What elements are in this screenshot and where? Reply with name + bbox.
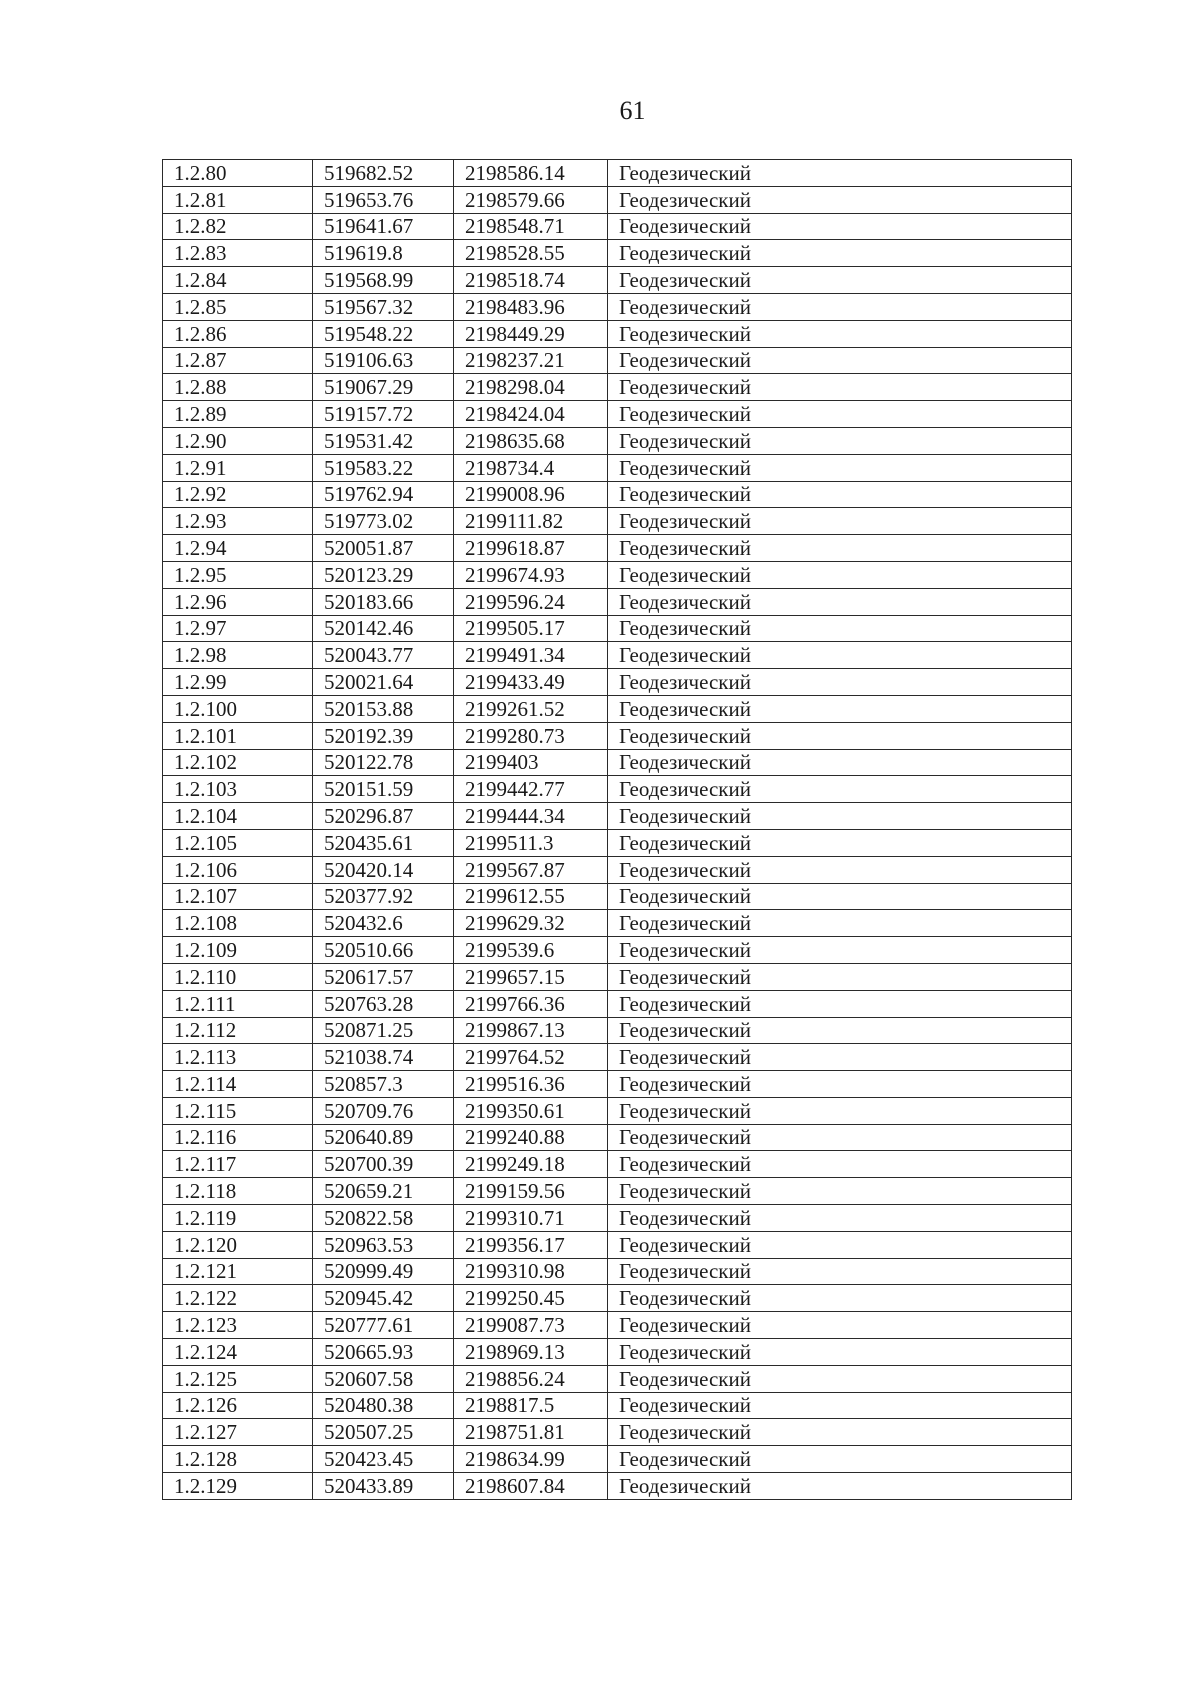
x-coordinate-cell: 519106.63 [313, 347, 454, 374]
y-coordinate-cell: 2198483.96 [454, 293, 608, 320]
y-coordinate-cell: 2199250.45 [454, 1285, 608, 1312]
point-id-cell: 1.2.94 [163, 535, 313, 562]
point-id-cell: 1.2.95 [163, 561, 313, 588]
point-type-cell: Геодезический [608, 910, 1072, 937]
table-row [163, 803, 1072, 830]
point-type-cell: Геодезический [608, 1473, 1072, 1500]
table-row [163, 588, 1072, 615]
table-row [163, 1285, 1072, 1312]
table-row [163, 481, 1072, 508]
x-coordinate-cell: 520822.58 [313, 1205, 454, 1232]
x-coordinate-cell: 520510.66 [313, 937, 454, 964]
x-coordinate-cell: 519773.02 [313, 508, 454, 535]
y-coordinate-cell: 2199516.36 [454, 1071, 608, 1098]
point-type-cell: Геодезический [608, 1392, 1072, 1419]
y-coordinate-cell: 2199442.77 [454, 776, 608, 803]
point-type-cell: Геодезический [608, 535, 1072, 562]
x-coordinate-cell: 520665.93 [313, 1339, 454, 1366]
point-type-cell: Геодезический [608, 1446, 1072, 1473]
point-type-cell: Геодезический [608, 454, 1072, 481]
point-type-cell: Геодезический [608, 669, 1072, 696]
point-id-cell: 1.2.124 [163, 1339, 313, 1366]
y-coordinate-cell: 2198734.4 [454, 454, 608, 481]
point-type-cell: Геодезический [608, 1285, 1072, 1312]
point-id-cell: 1.2.108 [163, 910, 313, 937]
point-id-cell: 1.2.125 [163, 1365, 313, 1392]
point-id-cell: 1.2.100 [163, 695, 313, 722]
table-row [163, 1097, 1072, 1124]
point-id-cell: 1.2.104 [163, 803, 313, 830]
point-type-cell: Геодезический [608, 1231, 1072, 1258]
x-coordinate-cell: 519548.22 [313, 320, 454, 347]
y-coordinate-cell: 2198751.81 [454, 1419, 608, 1446]
y-coordinate-cell: 2198449.29 [454, 320, 608, 347]
table-row [163, 427, 1072, 454]
point-id-cell: 1.2.82 [163, 213, 313, 240]
point-type-cell: Геодезический [608, 990, 1072, 1017]
table-row [163, 1312, 1072, 1339]
x-coordinate-cell: 519653.76 [313, 186, 454, 213]
x-coordinate-cell: 520296.87 [313, 803, 454, 830]
y-coordinate-cell: 2199433.49 [454, 669, 608, 696]
point-id-cell: 1.2.88 [163, 374, 313, 401]
x-coordinate-cell: 520192.39 [313, 722, 454, 749]
x-coordinate-cell: 519157.72 [313, 401, 454, 428]
table-row [163, 186, 1072, 213]
y-coordinate-cell: 2198298.04 [454, 374, 608, 401]
table-row [163, 1258, 1072, 1285]
point-type-cell: Геодезический [608, 1178, 1072, 1205]
point-id-cell: 1.2.120 [163, 1231, 313, 1258]
point-id-cell: 1.2.103 [163, 776, 313, 803]
y-coordinate-cell: 2199867.13 [454, 1017, 608, 1044]
y-coordinate-cell: 2199596.24 [454, 588, 608, 615]
x-coordinate-cell: 520423.45 [313, 1446, 454, 1473]
point-type-cell: Геодезический [608, 267, 1072, 294]
y-coordinate-cell: 2198817.5 [454, 1392, 608, 1419]
table-row [163, 856, 1072, 883]
x-coordinate-cell: 520617.57 [313, 963, 454, 990]
point-id-cell: 1.2.97 [163, 615, 313, 642]
y-coordinate-cell: 2198548.71 [454, 213, 608, 240]
x-coordinate-cell: 519531.42 [313, 427, 454, 454]
table-row [163, 642, 1072, 669]
table-row [163, 1017, 1072, 1044]
table-row [163, 1151, 1072, 1178]
point-type-cell: Геодезический [608, 722, 1072, 749]
point-type-cell: Геодезический [608, 1124, 1072, 1151]
y-coordinate-cell: 2199008.96 [454, 481, 608, 508]
x-coordinate-cell: 521038.74 [313, 1044, 454, 1071]
x-coordinate-cell: 520871.25 [313, 1017, 454, 1044]
point-id-cell: 1.2.87 [163, 347, 313, 374]
y-coordinate-cell: 2199310.98 [454, 1258, 608, 1285]
y-coordinate-cell: 2199657.15 [454, 963, 608, 990]
y-coordinate-cell: 2199491.34 [454, 642, 608, 669]
point-type-cell: Геодезический [608, 1419, 1072, 1446]
table-row [163, 1446, 1072, 1473]
point-id-cell: 1.2.109 [163, 937, 313, 964]
y-coordinate-cell: 2198634.99 [454, 1446, 608, 1473]
table-row [163, 722, 1072, 749]
point-type-cell: Геодезический [608, 401, 1072, 428]
point-type-cell: Геодезический [608, 186, 1072, 213]
y-coordinate-cell: 2198969.13 [454, 1339, 608, 1366]
table-row [163, 990, 1072, 1017]
y-coordinate-cell: 2199618.87 [454, 535, 608, 562]
table-row [163, 267, 1072, 294]
point-type-cell: Геодезический [608, 347, 1072, 374]
x-coordinate-cell: 520377.92 [313, 883, 454, 910]
table-row [163, 1365, 1072, 1392]
x-coordinate-cell: 519619.8 [313, 240, 454, 267]
point-type-cell: Геодезический [608, 963, 1072, 990]
table-row [163, 910, 1072, 937]
y-coordinate-cell: 2199280.73 [454, 722, 608, 749]
point-id-cell: 1.2.86 [163, 320, 313, 347]
table-row [163, 669, 1072, 696]
table-row [163, 561, 1072, 588]
point-id-cell: 1.2.85 [163, 293, 313, 320]
table-row [163, 240, 1072, 267]
x-coordinate-cell: 520777.61 [313, 1312, 454, 1339]
point-type-cell: Геодезический [608, 588, 1072, 615]
y-coordinate-cell: 2199444.34 [454, 803, 608, 830]
table-row [163, 695, 1072, 722]
table-row [163, 1044, 1072, 1071]
x-coordinate-cell: 520999.49 [313, 1258, 454, 1285]
point-id-cell: 1.2.107 [163, 883, 313, 910]
y-coordinate-cell: 2199511.3 [454, 829, 608, 856]
x-coordinate-cell: 519067.29 [313, 374, 454, 401]
x-coordinate-cell: 520700.39 [313, 1151, 454, 1178]
x-coordinate-cell: 520607.58 [313, 1365, 454, 1392]
y-coordinate-cell: 2199356.17 [454, 1231, 608, 1258]
coordinates-table [162, 159, 1072, 1500]
y-coordinate-cell: 2199539.6 [454, 937, 608, 964]
point-type-cell: Геодезический [608, 561, 1072, 588]
y-coordinate-cell: 2199567.87 [454, 856, 608, 883]
x-coordinate-cell: 519762.94 [313, 481, 454, 508]
point-id-cell: 1.2.126 [163, 1392, 313, 1419]
point-id-cell: 1.2.98 [163, 642, 313, 669]
point-id-cell: 1.2.118 [163, 1178, 313, 1205]
point-type-cell: Геодезический [608, 749, 1072, 776]
point-id-cell: 1.2.80 [163, 160, 313, 187]
point-type-cell: Геодезический [608, 937, 1072, 964]
point-id-cell: 1.2.116 [163, 1124, 313, 1151]
x-coordinate-cell: 520183.66 [313, 588, 454, 615]
point-type-cell: Геодезический [608, 508, 1072, 535]
x-coordinate-cell: 520142.46 [313, 615, 454, 642]
x-coordinate-cell: 520122.78 [313, 749, 454, 776]
x-coordinate-cell: 520945.42 [313, 1285, 454, 1312]
point-type-cell: Геодезический [608, 829, 1072, 856]
point-type-cell: Геодезический [608, 240, 1072, 267]
point-type-cell: Геодезический [608, 1044, 1072, 1071]
point-type-cell: Геодезический [608, 883, 1072, 910]
table-row [163, 347, 1072, 374]
x-coordinate-cell: 520153.88 [313, 695, 454, 722]
y-coordinate-cell: 2199764.52 [454, 1044, 608, 1071]
point-id-cell: 1.2.106 [163, 856, 313, 883]
y-coordinate-cell: 2199261.52 [454, 695, 608, 722]
point-type-cell: Геодезический [608, 213, 1072, 240]
point-id-cell: 1.2.119 [163, 1205, 313, 1232]
x-coordinate-cell: 520640.89 [313, 1124, 454, 1151]
point-id-cell: 1.2.101 [163, 722, 313, 749]
y-coordinate-cell: 2198237.21 [454, 347, 608, 374]
point-type-cell: Геодезический [608, 776, 1072, 803]
point-id-cell: 1.2.112 [163, 1017, 313, 1044]
point-type-cell: Геодезический [608, 1258, 1072, 1285]
x-coordinate-cell: 520151.59 [313, 776, 454, 803]
table-row [163, 1231, 1072, 1258]
y-coordinate-cell: 2199403 [454, 749, 608, 776]
y-coordinate-cell: 2199111.82 [454, 508, 608, 535]
table-row [163, 1178, 1072, 1205]
x-coordinate-cell: 520420.14 [313, 856, 454, 883]
y-coordinate-cell: 2198518.74 [454, 267, 608, 294]
y-coordinate-cell: 2199505.17 [454, 615, 608, 642]
x-coordinate-cell: 519583.22 [313, 454, 454, 481]
table-row [163, 535, 1072, 562]
y-coordinate-cell: 2199159.56 [454, 1178, 608, 1205]
page-number: 61 [619, 96, 646, 125]
point-id-cell: 1.2.129 [163, 1473, 313, 1500]
table-row [163, 454, 1072, 481]
y-coordinate-cell: 2199310.71 [454, 1205, 608, 1232]
point-type-cell: Геодезический [608, 320, 1072, 347]
table-row [163, 1205, 1072, 1232]
table-row [163, 320, 1072, 347]
y-coordinate-cell: 2199249.18 [454, 1151, 608, 1178]
y-coordinate-cell: 2199087.73 [454, 1312, 608, 1339]
point-type-cell: Геодезический [608, 374, 1072, 401]
table-row [163, 508, 1072, 535]
x-coordinate-cell: 520763.28 [313, 990, 454, 1017]
x-coordinate-cell: 520043.77 [313, 642, 454, 669]
coordinates-table-body [163, 160, 1072, 1500]
point-id-cell: 1.2.89 [163, 401, 313, 428]
x-coordinate-cell: 520021.64 [313, 669, 454, 696]
table-row [163, 937, 1072, 964]
point-id-cell: 1.2.92 [163, 481, 313, 508]
y-coordinate-cell: 2198856.24 [454, 1365, 608, 1392]
y-coordinate-cell: 2198528.55 [454, 240, 608, 267]
point-type-cell: Геодезический [608, 1365, 1072, 1392]
x-coordinate-cell: 519641.67 [313, 213, 454, 240]
y-coordinate-cell: 2198579.66 [454, 186, 608, 213]
point-id-cell: 1.2.105 [163, 829, 313, 856]
point-type-cell: Геодезический [608, 1205, 1072, 1232]
y-coordinate-cell: 2199240.88 [454, 1124, 608, 1151]
point-id-cell: 1.2.83 [163, 240, 313, 267]
point-type-cell: Геодезический [608, 1017, 1072, 1044]
point-id-cell: 1.2.121 [163, 1258, 313, 1285]
table-row [163, 829, 1072, 856]
point-type-cell: Геодезический [608, 1151, 1072, 1178]
point-id-cell: 1.2.122 [163, 1285, 313, 1312]
table-row [163, 1419, 1072, 1446]
x-coordinate-cell: 520435.61 [313, 829, 454, 856]
point-type-cell: Геодезический [608, 1097, 1072, 1124]
point-id-cell: 1.2.102 [163, 749, 313, 776]
point-type-cell: Геодезический [608, 695, 1072, 722]
y-coordinate-cell: 2199350.61 [454, 1097, 608, 1124]
x-coordinate-cell: 519567.32 [313, 293, 454, 320]
point-type-cell: Геодезический [608, 615, 1072, 642]
x-coordinate-cell: 520480.38 [313, 1392, 454, 1419]
point-type-cell: Геодезический [608, 1339, 1072, 1366]
point-id-cell: 1.2.117 [163, 1151, 313, 1178]
table-row [163, 883, 1072, 910]
x-coordinate-cell: 520963.53 [313, 1231, 454, 1258]
table-row [163, 374, 1072, 401]
x-coordinate-cell: 519682.52 [313, 160, 454, 187]
table-row [163, 401, 1072, 428]
table-row [163, 160, 1072, 187]
point-id-cell: 1.2.93 [163, 508, 313, 535]
point-id-cell: 1.2.128 [163, 1446, 313, 1473]
x-coordinate-cell: 520507.25 [313, 1419, 454, 1446]
point-id-cell: 1.2.81 [163, 186, 313, 213]
x-coordinate-cell: 520432.6 [313, 910, 454, 937]
point-id-cell: 1.2.91 [163, 454, 313, 481]
point-id-cell: 1.2.110 [163, 963, 313, 990]
point-type-cell: Геодезический [608, 481, 1072, 508]
x-coordinate-cell: 520659.21 [313, 1178, 454, 1205]
y-coordinate-cell: 2199674.93 [454, 561, 608, 588]
point-type-cell: Геодезический [608, 293, 1072, 320]
y-coordinate-cell: 2198607.84 [454, 1473, 608, 1500]
point-id-cell: 1.2.115 [163, 1097, 313, 1124]
table-row [163, 776, 1072, 803]
point-id-cell: 1.2.113 [163, 1044, 313, 1071]
point-type-cell: Геодезический [608, 1071, 1072, 1098]
table-row [163, 1071, 1072, 1098]
x-coordinate-cell: 520051.87 [313, 535, 454, 562]
table-row [163, 615, 1072, 642]
y-coordinate-cell: 2199612.55 [454, 883, 608, 910]
point-type-cell: Геодезический [608, 642, 1072, 669]
table-row [163, 749, 1072, 776]
point-type-cell: Геодезический [608, 856, 1072, 883]
x-coordinate-cell: 520123.29 [313, 561, 454, 588]
point-id-cell: 1.2.111 [163, 990, 313, 1017]
table-row [163, 1473, 1072, 1500]
y-coordinate-cell: 2199766.36 [454, 990, 608, 1017]
table-row [163, 293, 1072, 320]
point-type-cell: Геодезический [608, 803, 1072, 830]
table-row [163, 963, 1072, 990]
point-type-cell: Геодезический [608, 160, 1072, 187]
y-coordinate-cell: 2198424.04 [454, 401, 608, 428]
y-coordinate-cell: 2199629.32 [454, 910, 608, 937]
point-id-cell: 1.2.127 [163, 1419, 313, 1446]
point-id-cell: 1.2.114 [163, 1071, 313, 1098]
x-coordinate-cell: 520857.3 [313, 1071, 454, 1098]
x-coordinate-cell: 519568.99 [313, 267, 454, 294]
table-row [163, 1124, 1072, 1151]
x-coordinate-cell: 520709.76 [313, 1097, 454, 1124]
x-coordinate-cell: 520433.89 [313, 1473, 454, 1500]
table-row [163, 213, 1072, 240]
point-id-cell: 1.2.96 [163, 588, 313, 615]
point-type-cell: Геодезический [608, 1312, 1072, 1339]
table-row [163, 1392, 1072, 1419]
point-type-cell: Геодезический [608, 427, 1072, 454]
y-coordinate-cell: 2198586.14 [454, 160, 608, 187]
point-id-cell: 1.2.123 [163, 1312, 313, 1339]
point-id-cell: 1.2.84 [163, 267, 313, 294]
y-coordinate-cell: 2198635.68 [454, 427, 608, 454]
table-row [163, 1339, 1072, 1366]
point-id-cell: 1.2.99 [163, 669, 313, 696]
point-id-cell: 1.2.90 [163, 427, 313, 454]
